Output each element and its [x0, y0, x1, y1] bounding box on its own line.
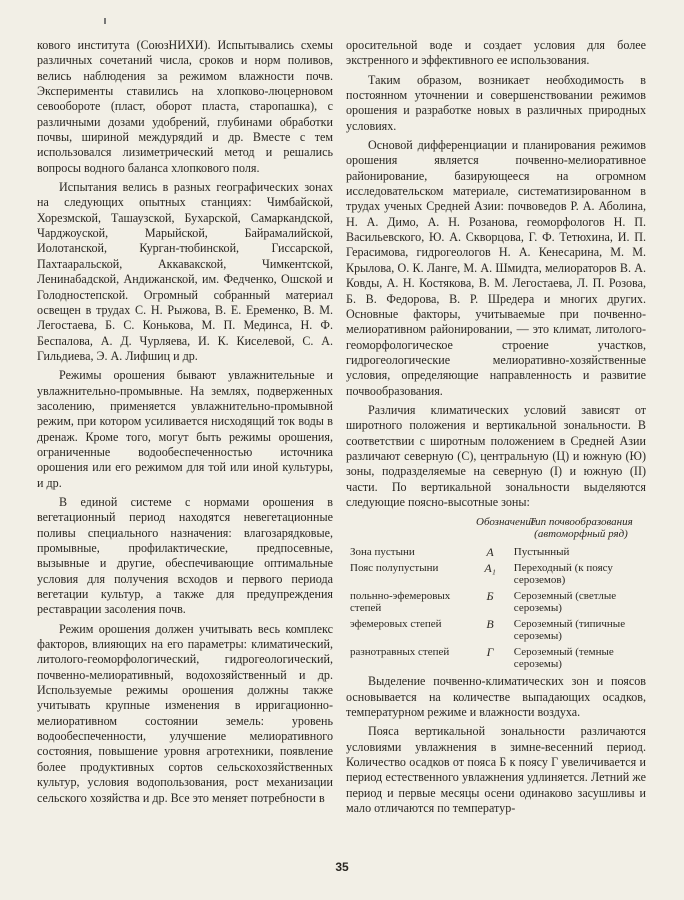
page-number: 35: [335, 860, 349, 874]
paragraph: Испытания велись в разных географических зонах на следующих опытных станциях: Чимбайской, Хорезмской, Ташаузской, Бухарской, Самаркандской, Чарджоуской, Марыйской, Байрамалийской, Иолотанской, Курган-тюбинской, Гиссарской, Пахтааральской, Аккавакской, Чимкентской, Ленинабадской, Андижанской, им. Федченко, Ошской и Голодностепской. Огромный собранный материал освещен в трудах С. Н. Рыжова, В. Е. Еременко, В. М. Легостаева, Б. С. Конькова, М. П. Мединса, Н. Ф. Беспалова, А. Д. Чурляева, И. К. Киселевой, С. А. Гильдиева, Э. А. Лифшиц и др.: [37, 180, 333, 363]
table-row: [346, 562, 646, 586]
paragraph: Выделение почвенно-климатических зон и поясов основывается на количестве выпадающих осадков, температурном режиме и влажности воздуха.: [346, 674, 646, 719]
print-speck: [104, 18, 106, 24]
soil-type: Пустынный: [513, 546, 570, 559]
paragraph: В единой системе с нормами орошения в вегетационный период находятся невегетационные поливы специального назначения: влагозарядковые, промывные, профилактические, предпосевные, вызывные и другие, обеспечивающие оптимальные условия для получения всходов и первого периода вегетации культур, а также для предупреждения реставрации засоления почв.: [37, 494, 333, 617]
zone-classification-table: [346, 516, 646, 670]
soil-type: Сероземный (типичные сероземы): [513, 618, 626, 643]
table-header: [346, 516, 646, 540]
paragraph: Пояса вертикальной зональности различаются условиями увлажнения в зимне-весенний период. Количество осадков от пояса Б к поясу Г увеличивается и период естественного увлажнения удлиняется. Летний же период и первые месяцы осени одинаково засушливы и мало отличаются по температур-: [346, 724, 646, 816]
zone-name: разнотравных степей: [350, 646, 450, 659]
paragraph: Основой дифференциации и планирования режимов орошения является почвенно-мелиоративное районирование, базирующееся на огромном исследовательском материале, систематизированном в трудах ученых Средней Азии: почвоведов Р. А. Аболина, Н. А. Димо, А. Н. Розанова, геоморфологов Н. П. Васильевского, Ю. А. Скворцова, Г. Ф. Тетюхина, И. П. Герасимова, гидрогеологов Н. А. Кенесарина, М. М. Крылова, О. К. Ланге, М. А. Шмидта, мелиораторов В. А. Ковды, А. Н. Костякова, В. М. Легостаева, Л. П. Розова, Б. В. Федорова, В. Р. Шредера и многих других. Основные факторы, учитываемые при почвенно-мелиоративном районировании, — это климат, литолого-геоморфологическое строение участков, гидрогеологические мелиоративно-хозяйственные условия, определяющие направленность и развитие почвообразования.: [346, 138, 646, 398]
table-row: [346, 590, 646, 614]
paragraph: кового института (СоюзНИХИ). Испытывались схемы различных сочетаний числа, сроков и норм поливов, велись наблюдения за режимом влажности почв. Эксперименты ставились на хлопково-люцерновом севообороте (пласт, оборот пласта, старопашка), с различными дозами удобрений, глубинами обработки почвы, шириной междурядий и др. Вместе с тем использовался лизиметрический метод и решались вопросы водного баланса хлопкового поля.: [37, 38, 333, 175]
soil-type: Сероземный (темные сероземы): [513, 646, 614, 671]
left-column: [37, 38, 333, 806]
soil-type-header: Тип почвообразования (автоморфный ряд): [529, 516, 633, 541]
soil-type: Сероземный (светлые сероземы): [513, 590, 617, 615]
zone-name: Пояс полупустыни: [350, 562, 439, 575]
paragraph: оросительной воде и создает условия для более экстренного и эффективного ее использования.: [346, 38, 646, 68]
paragraph: Таким образом, возникает необходимость в постоянном уточнении и совершенствовании режимов орошения и разработке новых в различных природных условиях.: [346, 72, 646, 133]
zone-letter: А₁: [484, 561, 496, 576]
zone-name: Зона пустыни: [350, 546, 415, 559]
table-row: [346, 618, 646, 642]
zone-name: эфемеровых степей: [350, 618, 442, 631]
zone-letter: А: [486, 545, 494, 560]
zone-name: польнно-эфемеровых степей: [350, 590, 451, 615]
table-row: [346, 646, 646, 670]
paragraph: Различия климатических условий зависят от широтного положения и вертикальной зональности. В соответствии с широтным положением в Средней Азии различают северную (С), центральную (Ц) и южную (Ю) зоны, подразделяемые на северную (I) и южную (II) части. По вертикальной зональности выделяются следующие поясно-высотные зоны:: [346, 402, 646, 509]
soil-type: Переходный (к поясу сероземов): [513, 562, 613, 587]
paragraph: Режимы орошения бывают увлажнительные и увлажнительно-промывные. На землях, подверженных засолению, применяется увлажнительно-промывной режим, при котором усиливается нисходящий ток воды в дренаж. Кроме того, могут быть режимы орошения, ограниченные водообеспеченностью источника орошения или его режимом для той или иной культуры, и др.: [37, 368, 333, 490]
designation-header: Обозначение: [476, 516, 536, 529]
table-row: [346, 546, 646, 558]
right-column: [346, 38, 646, 816]
zone-letter: В: [486, 617, 494, 632]
zone-letter: Б: [486, 589, 494, 604]
zone-letter: Г: [486, 645, 494, 660]
paragraph: Режим орошения должен учитывать весь комплекс факторов, влияющих на его параметры: климатический, литолого-геоморфологический, гидрогеологический, почвенно-мелиоративный, водохозяйственный и др. Используемые режимы орошения должны также учитывать крупные изменения в ирригационно-мелиоративном состоянии земель: уровень водообеспеченности, улучшение мелиоративного состояния, повышение уровня агротехники, появление более продуктивных сортов сельскохозяйственных культур, условия водопользования, рост механизации сельского хозяйства и др. Все это меняет потребности в: [37, 621, 333, 805]
